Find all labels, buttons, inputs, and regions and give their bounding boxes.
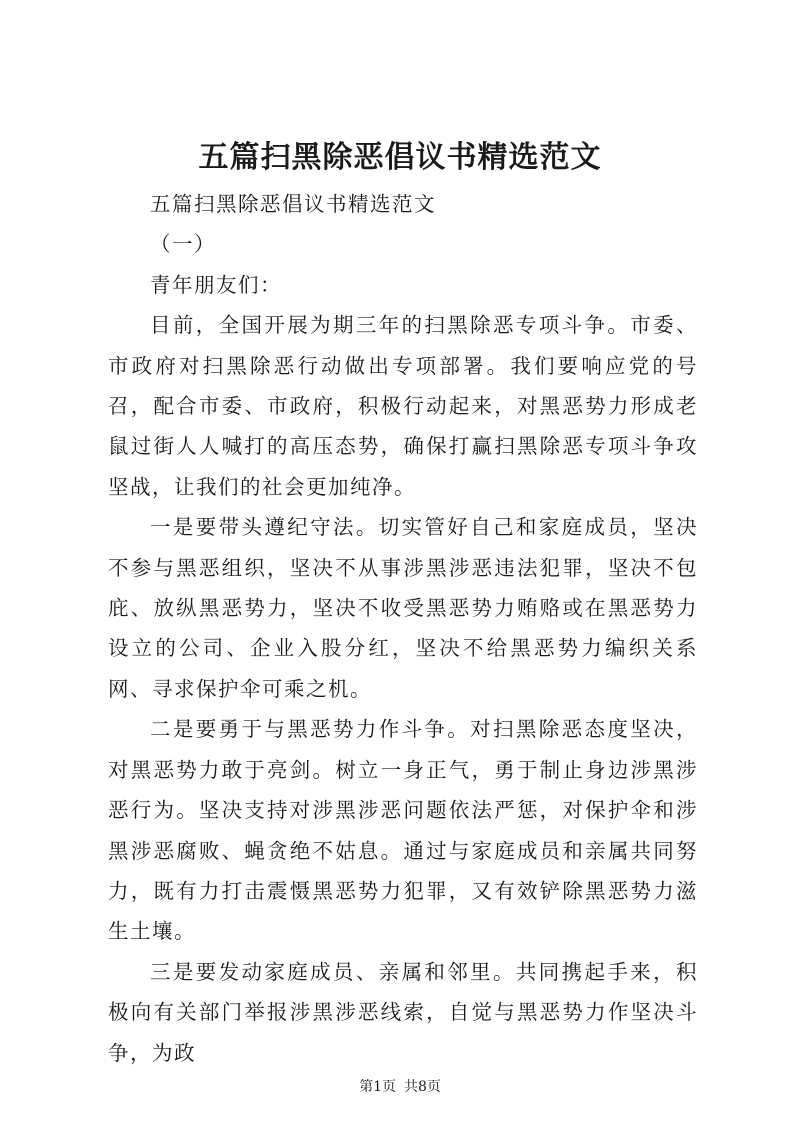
paragraph-subtitle: 五篇扫黑除恶倡议书精选范文 <box>150 192 436 216</box>
paragraph-intro: 目前，全国开展为期三年的扫黑除恶专项斗争。市委、市政府对扫黑除恶行动做出专项部署。我们要响应党的号召，配合市委、市政府，积极行动起来，对黑恶势力形成老鼠过街人人喊打的高压态势，确保打赢扫黑除恶专项斗争攻坚战，让我们的社会更加纯净。 <box>108 313 698 499</box>
paragraph-section-number: （一） <box>150 232 216 257</box>
page-footer <box>0 1077 800 1097</box>
document-body <box>108 184 698 1073</box>
paragraph-point-three: 三是要发动家庭成员、亲属和邻里。共同携起手来，积极向有关部门举报涉黑涉恶线索，自觉与黑恶势力作坚决斗争，为政 <box>108 959 698 1065</box>
paragraph-point-one: 一是要带头遵纪守法。切实管好自己和家庭成员，坚决不参与黑恶组织，坚决不从事涉黑涉恶违法犯罪，坚决不包庇、放纵黑恶势力，坚决不收受黑恶势力贿赂或在黑恶势力设立的公司、企业入股分红，坚决不给黑恶势力编织关系网、寻求保护伞可乘之机。 <box>108 515 698 701</box>
page-total: 共8页 <box>404 1079 441 1095</box>
page-number: 第1页 <box>359 1079 396 1095</box>
paragraph-point-two: 二是要勇于与黑恶势力作斗争。对扫黑除恶态度坚决，对黑恶势力敢于亮剑。树立一身正气，勇于制止身边涉黑涉恶行为。坚决支持对涉黑涉恶问题依法严惩，对保护伞和涉黑涉恶腐败、蝇贪绝不姑息。通过与家庭成员和亲属共同努力，既有力打击震慑黑恶势力犯罪，又有效铲除黑恶势力滋生土壤。 <box>108 717 698 944</box>
paragraph-salutation: 青年朋友们： <box>150 272 282 297</box>
document-title: 五篇扫黑除恶倡议书精选范文 <box>198 140 602 175</box>
